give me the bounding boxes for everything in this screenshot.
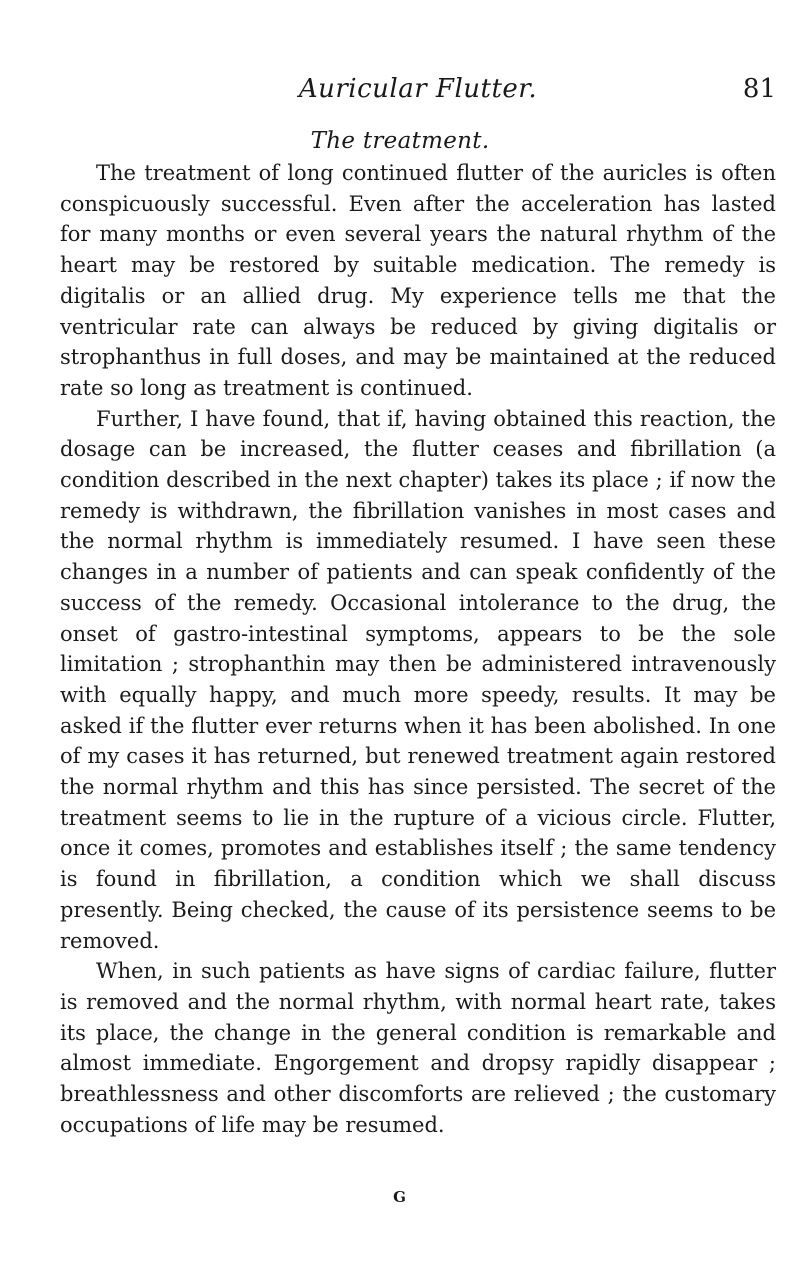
running-head	[60, 74, 776, 114]
signature-mark: G	[393, 1188, 407, 1206]
section-title: The treatment.	[310, 128, 490, 154]
running-title: Auricular Flutter.	[298, 74, 538, 104]
page-number: 81	[742, 74, 776, 104]
paragraph: The treatment of long continued flutter of the auricles is often conspicuously successful. Even after the acceleration has lasted for many months or even several years the natural rhythm of the heart may be restored by suitable medication. The remedy is digitalis or an allied drug. My experience tells me that the ventricular rate can always be reduced by giving digitalis or strophanthus in full doses, and may be maintained at the reduced rate so long as treatment is continued.	[60, 161, 776, 400]
paragraph: Further, I have found, that if, having obtained this reaction, the dosage can be increased, the flutter ceases and fibrillation (a condition described in the next chapter) takes its place ; if now the remedy is withdrawn, the fibrillation vanishes in most cases and the normal rhythm is immediately resumed. I have seen these changes in a number of patients and can speak confidently of the success of the remedy. Occasional intolerance to the drug, the onset of gastro-intestinal symptoms, appears to be the sole limitation ; strophanthin may then be administered intravenously with equally happy, and much more speedy, results. It may be asked if the flutter ever returns when it has been abolished. In one of my cases it has returned, but renewed treatment again restored the normal rhythm and this has since persisted. The secret of the treatment seems to lie in the rupture of a vicious circle. Flutter, once it comes, promotes and establishes itself ; the same tendency is found in fibrillation, a condition which we shall discuss presently. Being checked, the cause of its persistence seems to be removed.	[60, 406, 776, 953]
body-text	[60, 158, 776, 1141]
paragraph: When, in such patients as have signs of cardiac failure, flutter is removed and the normal rhythm, with normal heart rate, takes its place, the change in the general condition is remarkable and almost immediate. Engorgement and dropsy rapidly disappear ; breathlessness and other discomforts are relieved ; the customary occupations of life may be resumed.	[60, 959, 776, 1137]
